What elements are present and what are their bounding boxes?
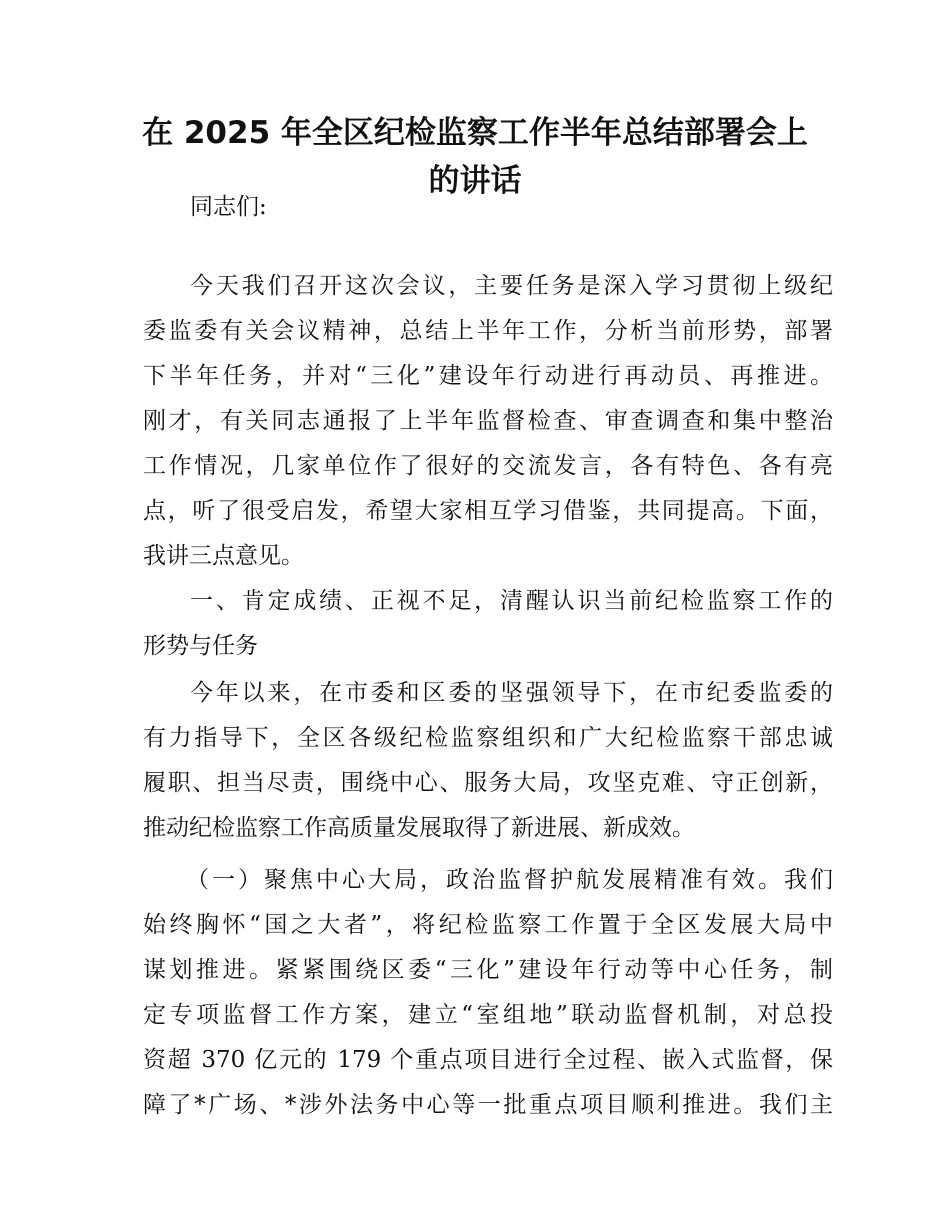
section-heading-line: 形势与任务 (143, 633, 258, 659)
paragraph-1-line: 点，听了很受启发，希望大家相互学习借鉴，共同提高。下面， (143, 498, 833, 524)
paragraph-3-line: 定专项监督工作方案，建立“室组地”联动监督机制，对总投 (143, 1002, 833, 1028)
paragraph-3-line: 资超 370 亿元的 179 个重点项目进行全过程、嵌入式监督，保 (143, 1047, 833, 1073)
paragraph-1-line: 委监委有关会议精神，总结上半年工作，分析当前形势，部署 (143, 318, 833, 344)
paragraph-1-line: 今天我们召开这次会议，主要任务是深入学习贯彻上级纪 (190, 273, 833, 299)
paragraph-2-line: 推动纪检监察工作高质量发展取得了新进展、新成效。 (143, 815, 695, 841)
paragraph-3-line: 障了*广场、*涉外法务中心等一批重点项目顺利推进。我们主 (143, 1092, 833, 1118)
paragraph-3-line: 谋划推进。紧紧围绕区委“三化”建设年行动等中心任务，制 (143, 957, 833, 983)
document-title-line-1: 在 2025 年全区纪检监察工作半年总结部署会上 (142, 115, 808, 151)
paragraph-1-line: 刚才，有关同志通报了上半年监督检查、审查调查和集中整治 (143, 408, 833, 434)
paragraph-2-line: 今年以来，在市委和区委的坚强领导下，在市纪委监委的 (190, 680, 833, 706)
paragraph-1-line: 下半年任务，并对“三化”建设年行动进行再动员、再推进。 (143, 363, 833, 389)
paragraph-2-line: 有力指导下，全区各级纪检监察组织和广大纪检监察干部忠诚 (143, 725, 833, 751)
paragraph-1-line: 我讲三点意见。 (143, 543, 304, 569)
paragraph-3-line: 始终胸怀“国之大者”，将纪检监察工作置于全区发展大局中 (143, 912, 833, 938)
paragraph-1-line: 工作情况，几家单位作了很好的交流发言，各有特色、各有亮 (143, 453, 833, 479)
document-title-line-2: 的讲话 (428, 163, 522, 199)
paragraph-3-line: （一）聚焦中心大局，政治监督护航发展精准有效。我们 (186, 867, 833, 893)
paragraph-2-line: 履职、担当尽责，围绕中心、服务大局，攻坚克难、守正创新， (143, 770, 833, 796)
salutation: 同志们: (190, 194, 267, 220)
section-heading-line: 一、肯定成绩、正视不足，清醒认识当前纪检监察工作的 (190, 588, 833, 614)
